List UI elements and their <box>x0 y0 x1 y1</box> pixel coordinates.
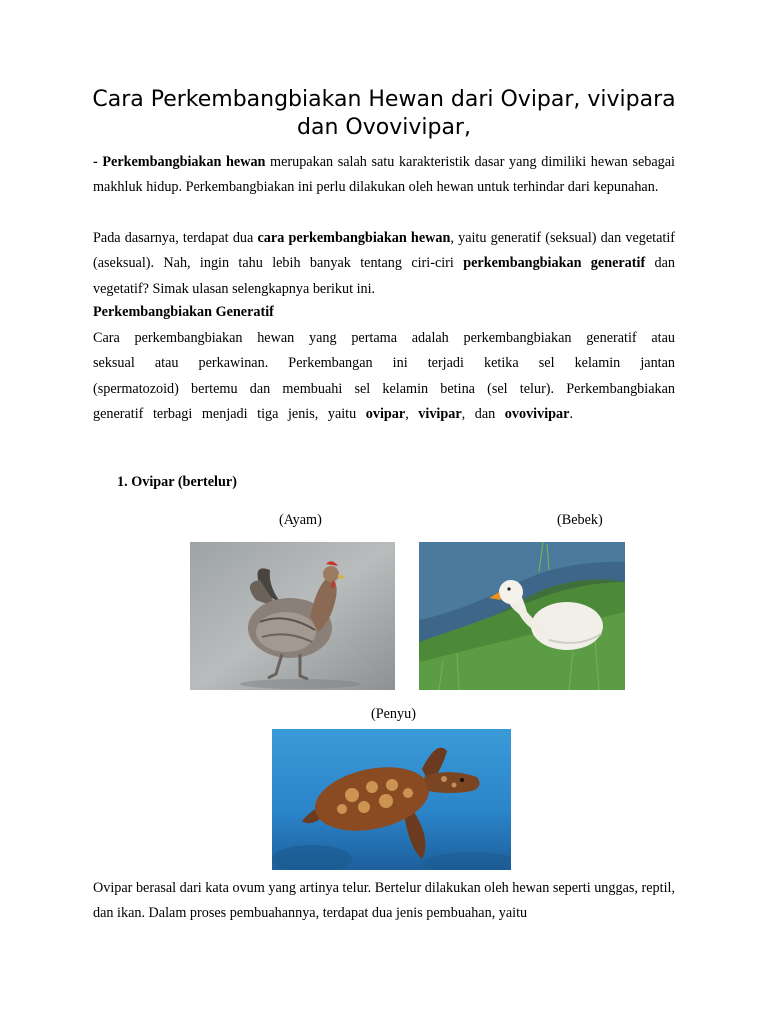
para3-bold-ovipar: ovipar <box>365 405 406 422</box>
para2-bold-2: perkembangbiakan generatif <box>463 255 646 272</box>
chicken-photo <box>190 542 395 690</box>
para3-sep-2: , dan <box>461 405 505 422</box>
page-title: Cara Perkembangbiakan Hewan dari Ovipar, vivipara dan Ovovivipar, <box>92 87 676 140</box>
para2-text-2: , yaitu generatif (seksual) dan vegetatif (aseksual). Nah, ingin tahu lebih banyak tentang ciri-ciri <box>93 230 675 272</box>
para3-sep-1: , <box>405 405 419 422</box>
section-heading: Perkembangbiakan Generatif <box>93 304 274 320</box>
turtle-photo <box>272 729 511 870</box>
caption-bebek: (Bebek) <box>557 512 603 528</box>
para3-bold-ovovivipar: ovovivipar <box>504 405 570 422</box>
paragraph-types <box>93 226 675 302</box>
duck-photo <box>419 542 625 690</box>
para2-bold-1: cara perkembangbiakan hewan <box>257 230 451 246</box>
intro-dash: - <box>93 154 103 170</box>
caption-ayam: (Ayam) <box>279 512 322 528</box>
para2-text-3: dan vegetatif? Simak ulasan selengkapnya berikut ini. <box>93 255 675 297</box>
para3-end: . <box>569 405 573 422</box>
caption-penyu: (Penyu) <box>371 706 416 722</box>
list-item-ovipar: 1. Ovipar (bertelur) <box>117 474 237 490</box>
intro-text: merupakan salah satu karakteristik dasar yang dimiliki hewan sebagai makhluk hidup. Perkembangbiakan ini perlu dilakukan oleh hewan untuk terhindar dari kepunahan. <box>93 154 675 196</box>
paragraph-ovipar: Ovipar berasal dari kata ovum yang artinya telur. Bertelur dilakukan oleh hewan seperti unggas, reptil, dan ikan. Dalam proses pembuahannya, terdapat dua jenis pembuahan, yaitu <box>93 880 675 922</box>
intro-bold-term: Perkembangbiakan hewan <box>102 154 266 170</box>
para3-text-1: Cara perkembangbiakan hewan yang pertama adalah perkembangbiakan generatif atau seksual atau perkawinan. Perkembangan ini terjadi ketika sel kelamin jantan (spermatozoid) bertemu dan membuahi sel kelamin betina (sel telur). Perkembangbiakan generatif terbagi menjadi tiga jenis, yaitu <box>93 330 675 422</box>
para3-bold-vivipar: vivipar <box>418 405 462 422</box>
paragraph-generatif <box>93 326 675 427</box>
para2-text-1: Pada dasarnya, terdapat dua <box>93 230 258 246</box>
intro-paragraph <box>93 150 675 201</box>
